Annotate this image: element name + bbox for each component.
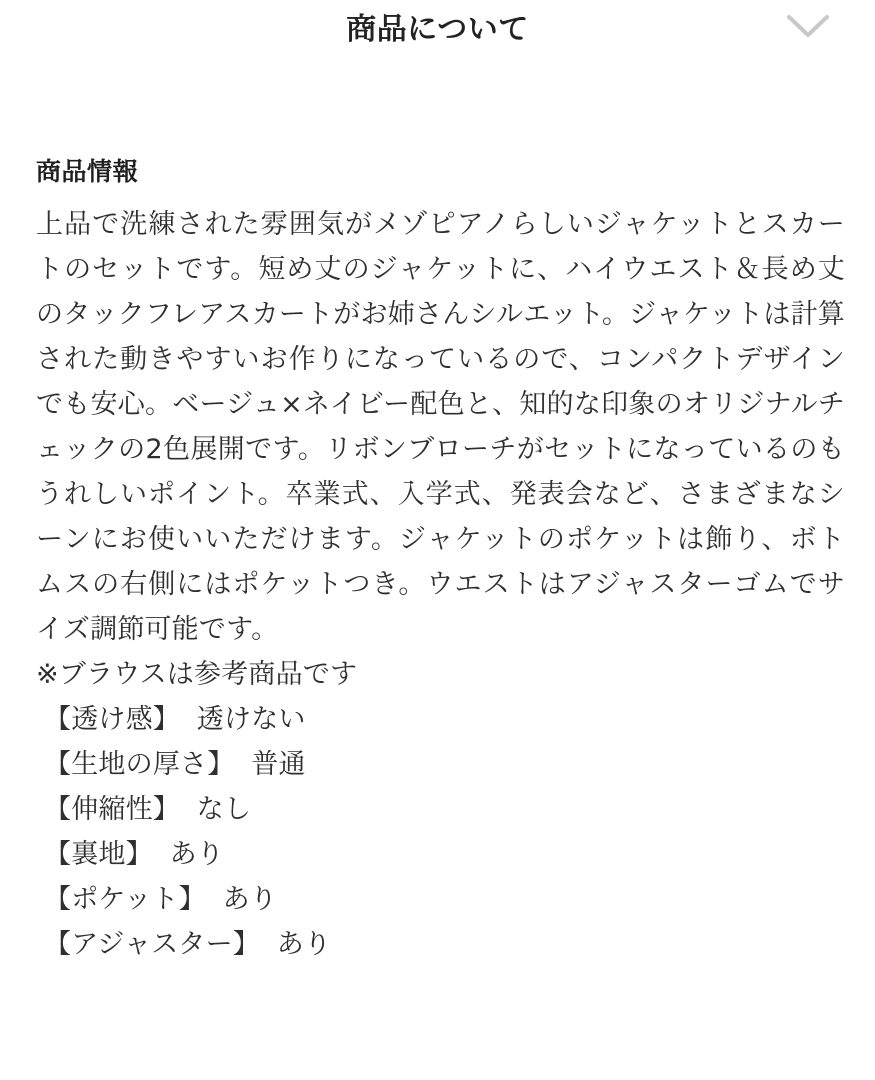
product-spec-list (36, 697, 845, 967)
spec-label: 【ポケット】 (44, 884, 206, 915)
list-item (44, 922, 845, 967)
spec-label: 【生地の厚さ】 (44, 749, 235, 780)
product-description: 上品で洗練された雰囲気がメゾピアノらしいジャケットとスカートのセットです。短め丈のジャケットに、ハイウエスト＆長め丈のタックフレアスカートがお姉さんシルエット。ジャケットは計算された動きやすいお作りになっているので、コンパクトデザインでも安心。ベージュ×ネイビー配色と、知的な印象のオリジナルチェックの2色展開です。リボンブローチがセットになっているのもうれしいポイント。卒業式、入学式、発表会など、さまざまなシーンにお使いいただけます。ジャケットのポケットは飾り、ボトムスの右側にはポケットつき。ウエストはアジャスターゴムでサイズ調節可能です。 (36, 209, 845, 645)
list-item (44, 832, 845, 877)
spec-label: 【透け感】 (44, 704, 180, 735)
spec-label: 【アジャスター】 (44, 929, 260, 960)
spec-value: なし (196, 794, 252, 825)
spec-value: あり (169, 839, 225, 870)
product-note: ※ブラウスは参考商品です (36, 659, 358, 690)
page-title: 商品について (346, 12, 529, 47)
product-info-content (0, 60, 875, 967)
spec-label: 【裏地】 (44, 839, 153, 870)
spec-value: あり (222, 884, 278, 915)
chevron-down-icon[interactable] (785, 10, 831, 42)
spec-value: 透けない (196, 704, 306, 735)
section-header (0, 0, 875, 60)
spec-value: 普通 (251, 749, 306, 780)
list-item (44, 697, 845, 742)
list-item (44, 877, 845, 922)
spec-value: あり (276, 929, 332, 960)
product-info-heading: 商品情報 (36, 157, 139, 186)
spec-label: 【伸縮性】 (44, 794, 180, 825)
list-item (44, 787, 845, 832)
list-item (44, 742, 845, 787)
